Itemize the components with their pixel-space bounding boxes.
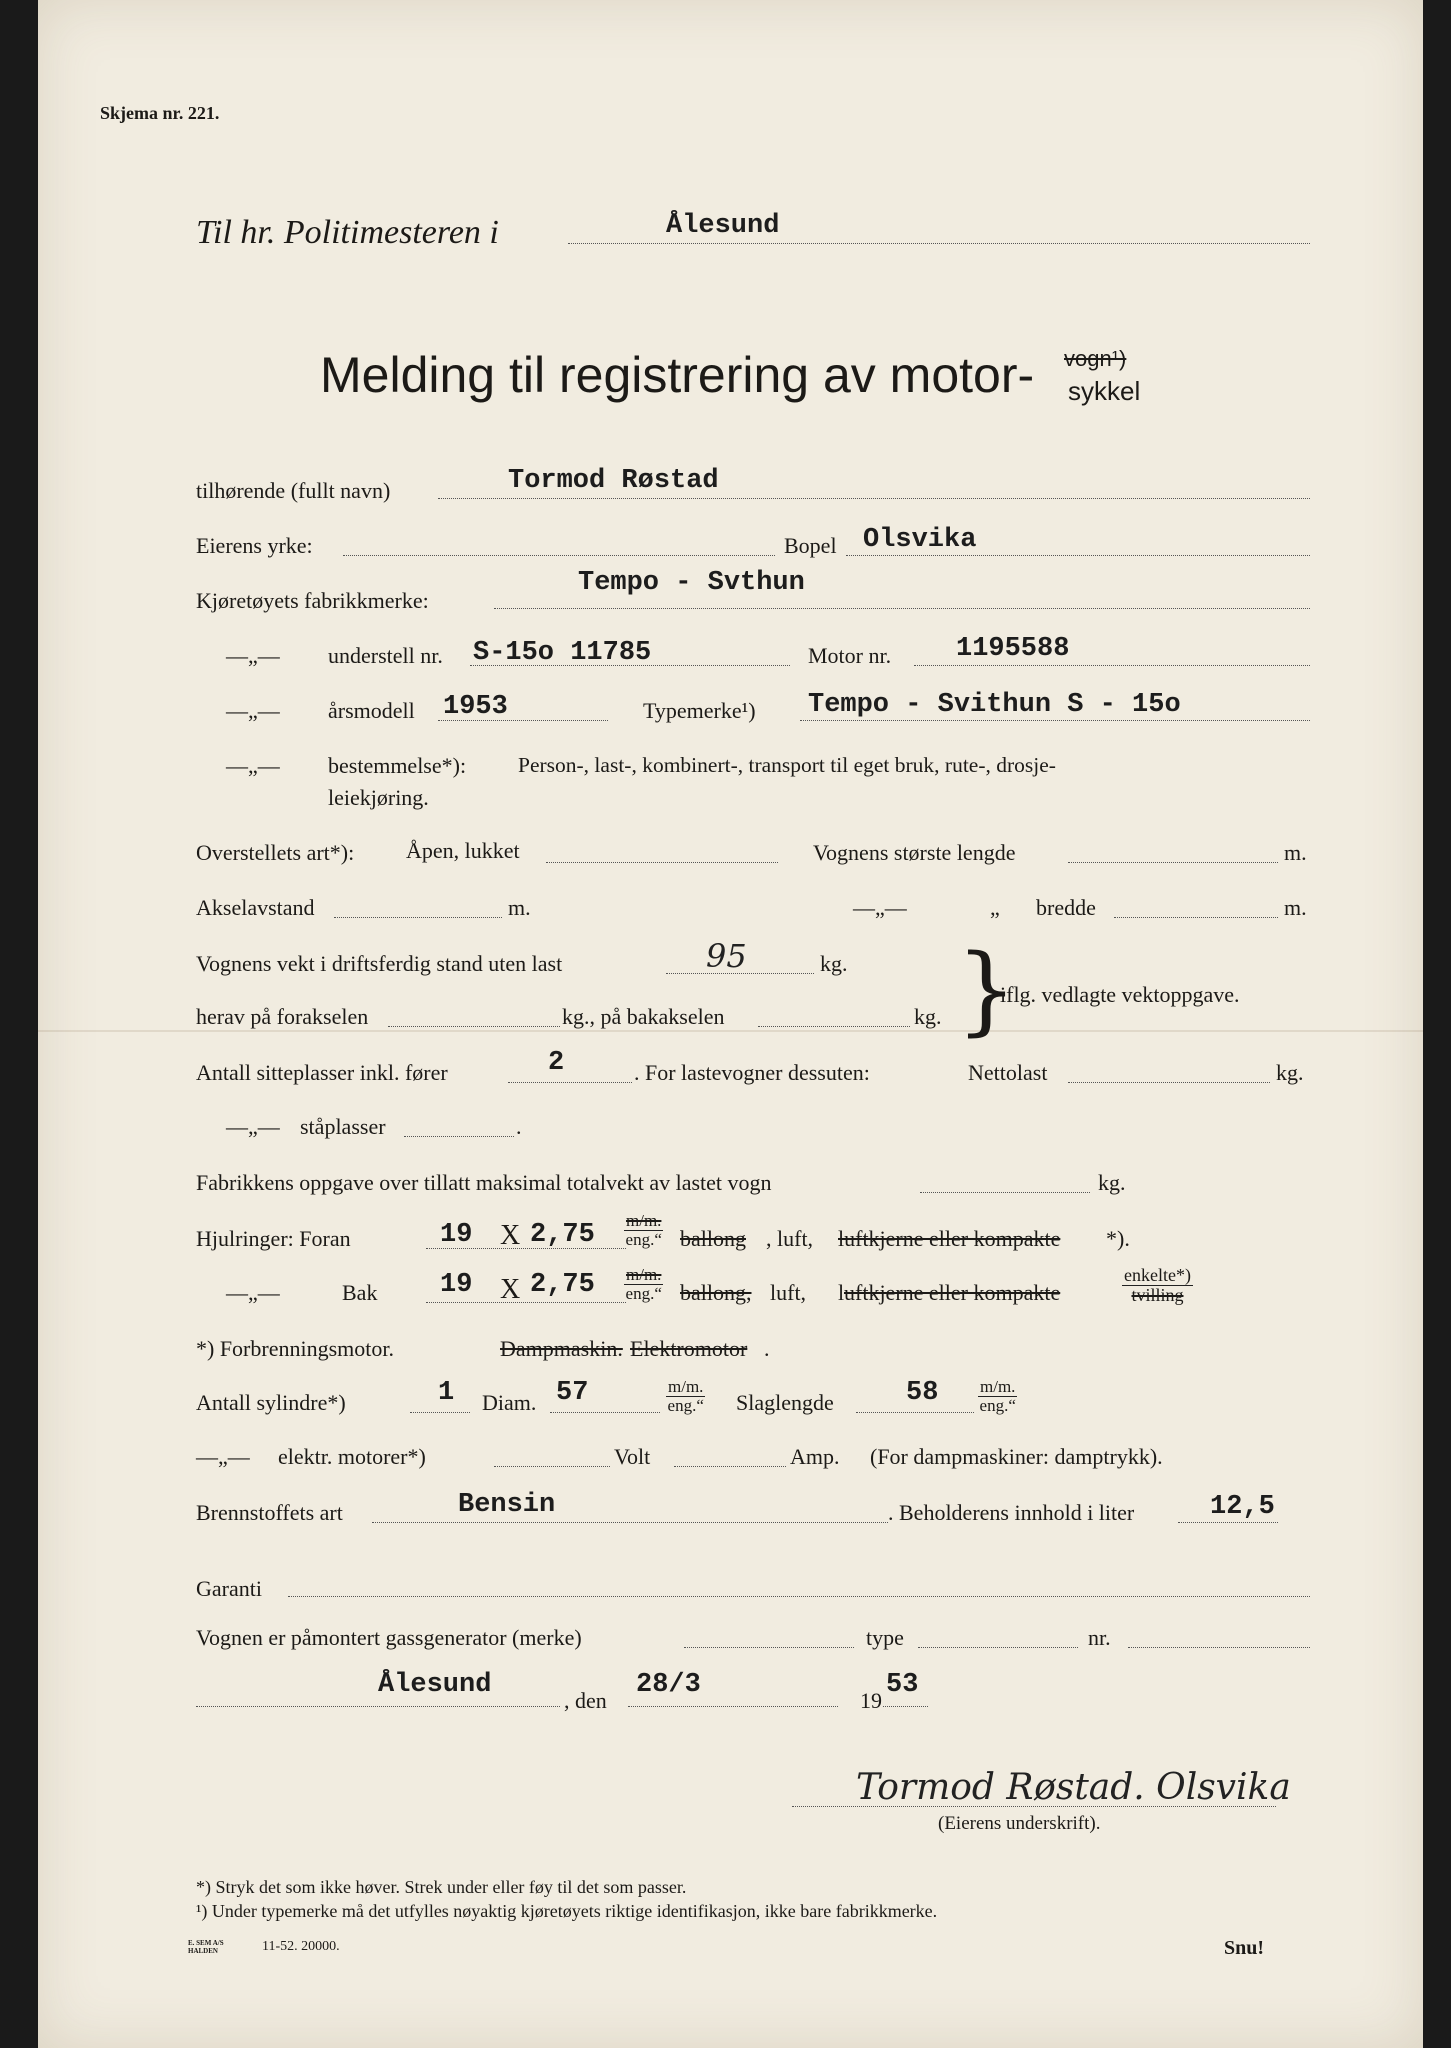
tank-value: 12,5	[1210, 1492, 1275, 1522]
motor-value: 1195588	[956, 634, 1070, 664]
gas-nr-label: nr.	[1088, 1625, 1111, 1650]
net-load-unit: kg.	[1276, 1060, 1304, 1085]
printer-name-top: E. SEM A/S	[188, 1939, 224, 1947]
owner-line	[438, 498, 1310, 499]
wheels-front-size1: 19	[440, 1220, 473, 1250]
wheelbase-label: Akselavstand	[196, 895, 315, 920]
wheels-front-x: X	[500, 1220, 521, 1251]
occupation-line	[343, 555, 775, 556]
occupation-label: Eierens yrke:	[196, 533, 313, 558]
fuel-label: Brennstoffets art	[196, 1500, 343, 1525]
unit-mm: m/m.	[980, 1377, 1016, 1396]
wheels-rear-solid: uftkjerne eller kompakte	[844, 1280, 1061, 1305]
seats-label: Antall sitteplasser inkl. fører	[196, 1060, 448, 1085]
addressee-line	[568, 243, 1310, 244]
gas-type-line	[918, 1647, 1078, 1648]
front-axle-line	[388, 1026, 560, 1027]
signature-line	[792, 1806, 1276, 1807]
seats-line	[508, 1082, 632, 1083]
diam-unit	[666, 1378, 705, 1415]
ditto-mark: —„—	[226, 643, 280, 668]
net-load-line	[1068, 1082, 1270, 1083]
rear-axle-line	[758, 1026, 910, 1027]
unit-mm: m/m.	[626, 1265, 662, 1284]
wheels-front-end: *).	[1106, 1226, 1130, 1251]
diam-label: Diam.	[482, 1390, 537, 1415]
opt-single: enkelte*)	[1124, 1265, 1191, 1285]
form-number: Skjema nr. 221.	[100, 103, 220, 123]
guarantee-label: Garanti	[196, 1576, 262, 1601]
year-value: 53	[886, 1670, 919, 1700]
wheels-rear-x: X	[500, 1274, 521, 1305]
ditto-mark: —„—	[226, 1280, 280, 1305]
purpose-line2: leiekjøring.	[328, 785, 429, 810]
ditto-mark: —„—	[853, 895, 907, 920]
unit-eng: eng.“	[625, 1229, 662, 1249]
fold-line	[38, 1030, 1423, 1032]
net-load-label: Nettolast	[968, 1060, 1048, 1085]
wheels-front-size2: 2,75	[530, 1220, 595, 1250]
wheelbase-unit: m.	[508, 895, 531, 920]
volt-line	[674, 1466, 786, 1467]
weight-label: Vognens vekt i driftsferdig stand uten last	[196, 951, 563, 976]
gas-nr-line	[1128, 1647, 1310, 1648]
purpose-label: bestemmelse*):	[328, 753, 467, 778]
footnote-1: *) Stryk det som ikke høver. Strek under eller føy til det som passer.	[196, 1877, 687, 1897]
date-den: , den	[564, 1688, 607, 1713]
engine-electric: Elektromotor	[630, 1336, 748, 1361]
guarantee-line	[288, 1596, 1310, 1597]
wheels-rear-l: l	[838, 1280, 845, 1305]
standing-suffix: .	[516, 1114, 522, 1139]
ditto-mark: —„—	[226, 698, 280, 723]
stroke-label: Slaglengde	[736, 1390, 834, 1415]
printer-name	[188, 1940, 224, 1955]
residence-line	[846, 555, 1310, 556]
title-option: sykkel	[1068, 376, 1141, 406]
make-label: Kjøretøyets fabrikkmerke:	[196, 588, 429, 613]
wheels-rear-balloon: ballong,	[680, 1280, 752, 1305]
wheels-rear-mount	[1122, 1266, 1193, 1305]
owner-value: Tormod Røstad	[508, 466, 719, 496]
residence-value: Olsvika	[863, 525, 977, 555]
wheels-rear-air: luft,	[770, 1280, 807, 1305]
wheels-front-air: , luft,	[766, 1226, 814, 1251]
unit-mm: m/m.	[668, 1377, 704, 1396]
place-line	[196, 1706, 560, 1707]
chassis-value: S-15o 11785	[473, 638, 652, 668]
max-length-unit: m.	[1284, 840, 1307, 865]
engine-type-label: *) Forbrenningsmotor.	[196, 1336, 394, 1361]
unit-eng: eng.“	[625, 1283, 662, 1303]
electric-note: (For dampmaskiner: damptrykk).	[870, 1444, 1163, 1469]
year-line	[883, 1706, 928, 1707]
owner-label: tilhørende (fullt navn)	[196, 478, 391, 503]
ditto-mark: —„—	[196, 1444, 250, 1469]
wheels-front-solid: luftkjerne eller kompakte	[838, 1226, 1061, 1251]
opt-twin: tvilling	[1131, 1284, 1184, 1305]
volt-label: Volt	[614, 1444, 651, 1469]
weight-value: 95	[706, 937, 747, 975]
page-title: Melding til registrering av motor-	[320, 347, 1035, 403]
electric-line	[494, 1466, 610, 1467]
standing-label: ståplasser	[300, 1114, 386, 1139]
weight-unit: kg.	[820, 951, 848, 976]
cylinders-value: 1	[438, 1378, 455, 1408]
ditto-mark: —„—	[226, 1114, 280, 1139]
max-length-label: Vognens største lengde	[813, 840, 1016, 865]
seats-suffix: . For lastevogner dessuten:	[634, 1060, 870, 1085]
tank-line	[1178, 1522, 1278, 1523]
wheels-rear-label: Bak	[342, 1280, 378, 1305]
motor-line	[914, 665, 1310, 666]
width-ditto: „	[990, 895, 1000, 920]
motor-label: Motor nr.	[808, 643, 892, 668]
fuel-value: Bensin	[458, 1490, 556, 1520]
max-total-label: Fabrikkens oppgave over tillatt maksimal totalvekt av lastet vogn	[196, 1170, 772, 1195]
unit-eng: eng.“	[979, 1395, 1016, 1415]
weight-note: iflg. vedlagte vektoppgave.	[1000, 982, 1240, 1007]
chassis-label: understell nr.	[328, 643, 443, 668]
wheels-front-unit	[624, 1212, 663, 1249]
date-line	[628, 1706, 838, 1707]
max-length-line	[1068, 862, 1278, 863]
front-axle-label: herav på forakselen	[196, 1004, 369, 1029]
footnote-2: ¹) Under typemerke må det utfylles nøyaktig kjøretøyets riktige identifikasjon, ikke bare fabrikkmerke.	[196, 1901, 938, 1921]
gas-generator-line	[684, 1647, 854, 1648]
type-mark-line	[800, 720, 1310, 721]
body-type-value: Åpen, lukket	[406, 838, 520, 863]
addressee-label: Til hr. Politimesteren i	[196, 214, 499, 251]
model-year-value: 1953	[443, 692, 508, 722]
unit-mm: m/m.	[626, 1211, 662, 1230]
tank-label: . Beholderens innhold i liter	[888, 1500, 1135, 1525]
turn-over-note: Snu!	[1224, 1937, 1265, 1959]
make-line	[494, 608, 1310, 609]
width-unit: m.	[1284, 895, 1307, 920]
gas-generator-label: Vognen er påmontert gassgenerator (merke)	[196, 1625, 582, 1650]
stroke-line	[856, 1412, 974, 1413]
cylinders-label: Antall sylindre*)	[196, 1390, 346, 1415]
signature: Tormod Røstad. Olsvika	[856, 1767, 1291, 1808]
addressee-value: Ålesund	[666, 211, 780, 241]
printer-code: 11-52. 20000.	[262, 1939, 340, 1954]
body-type-line	[546, 862, 778, 863]
standing-line	[404, 1136, 514, 1137]
engine-steam: Dampmaskin.	[500, 1336, 623, 1361]
ditto-mark: —„—	[226, 753, 280, 778]
seats-value: 2	[548, 1048, 565, 1078]
cylinders-line	[410, 1412, 470, 1413]
wheels-rear-unit	[624, 1266, 663, 1303]
form-page	[38, 0, 1423, 2048]
wheelbase-line	[334, 917, 502, 918]
model-year-label: årsmodell	[328, 698, 415, 723]
stroke-unit	[978, 1378, 1017, 1415]
wheels-rear-size2: 2,75	[530, 1270, 595, 1300]
wheels-front-balloon: ballong	[680, 1226, 746, 1251]
wheels-rear-size1: 19	[440, 1270, 473, 1300]
year-prefix: 19	[860, 1688, 882, 1713]
wheels-front-label: Hjulringer: Foran	[196, 1226, 351, 1251]
diam-line	[550, 1412, 660, 1413]
signature-label: (Eierens underskrift).	[938, 1813, 1101, 1834]
amp-label: Amp.	[790, 1444, 840, 1469]
engine-type-end: .	[764, 1336, 770, 1361]
fuel-line	[372, 1522, 888, 1523]
width-label: bredde	[1036, 895, 1096, 920]
stroke-value: 58	[906, 1378, 939, 1408]
type-mark-value: Tempo - Svithun S - 15o	[808, 690, 1181, 720]
diam-value: 57	[556, 1378, 589, 1408]
purpose-line1: Person-, last-, kombinert-, transport til eget bruk, rute-, drosje-	[518, 753, 1056, 777]
brace: }	[956, 934, 1018, 1046]
body-type-label: Overstellets art*):	[196, 840, 355, 865]
rear-axle-unit: kg.	[914, 1004, 942, 1029]
max-total-unit: kg.	[1098, 1170, 1126, 1195]
type-mark-label: Typemerke¹)	[643, 698, 756, 723]
title-struck-option: vogn¹)	[1064, 346, 1127, 371]
front-axle-unit: kg., på bakakselen	[562, 1004, 725, 1029]
printer-name-bottom: HALDEN	[188, 1946, 218, 1955]
electric-label: elektr. motorer*)	[278, 1444, 426, 1469]
width-line	[1114, 917, 1278, 918]
make-value: Tempo - Svthun	[578, 568, 805, 598]
unit-eng: eng.“	[667, 1395, 704, 1415]
residence-label: Bopel	[784, 533, 837, 558]
wheels-rear-line	[426, 1302, 626, 1303]
gas-type-label: type	[866, 1625, 904, 1650]
date-value: 28/3	[636, 1670, 701, 1700]
place-value: Ålesund	[378, 1670, 492, 1700]
max-total-line	[920, 1192, 1090, 1193]
